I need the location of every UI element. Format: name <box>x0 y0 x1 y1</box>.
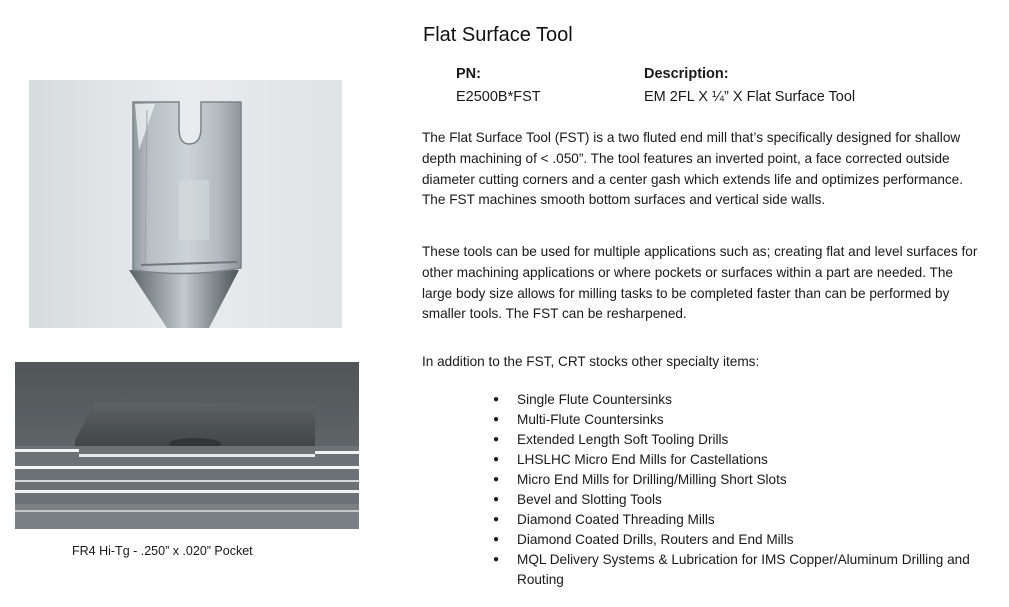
part-description: EM 2FL X ¼” X Flat Surface Tool <box>644 89 856 105</box>
list-item: ● Extended Length Soft Tooling Drills <box>490 430 990 450</box>
pocket-photo-caption: FR4 Hi-Tg - .250” x .020” Pocket <box>72 544 253 558</box>
list-item: ● Single Flute Countersinks <box>490 390 990 410</box>
part-number: E2500B*FST <box>456 89 541 105</box>
applications-paragraph: These tools can be used for multiple applications such as; creating flat and level surfaces for other machining applications or where pockets or surfaces within a part are needed. The large body size allows for milling tasks to be completed faster than can be performed by smaller tools. The FST can be resharpened. <box>422 244 978 322</box>
specialty-items-intro: In addition to the FST, CRT stocks other specialty items: <box>422 354 760 369</box>
intro-paragraph: The Flat Surface Tool (FST) is a two fluted end mill that’s specifically designed for shallow depth machining of < .050”. The tool features an inverted point, a face corrected outside diameter cutting corners and a center gash which extends life and optimizes performance. The FST machines smooth bottom surfaces and vertical side walls. <box>422 130 964 208</box>
list-item: ● Micro End Mills for Drilling/Milling Short Slots <box>490 470 990 490</box>
tool-photo <box>29 80 342 328</box>
description-header: Description: <box>644 66 729 82</box>
pn-header: PN: <box>456 66 481 82</box>
list-item: ● Diamond Coated Threading Mills <box>490 510 990 530</box>
list-item: ● MQL Delivery Systems & Lubrication for IMS Copper/Aluminum Drilling and Routing <box>490 550 990 590</box>
list-item: ● Multi-Flute Countersinks <box>490 410 990 430</box>
list-item: ● LHSLHC Micro End Mills for Castellations <box>490 450 990 470</box>
pocket-photo <box>15 362 359 529</box>
specialty-items-list <box>490 390 990 590</box>
list-item: ● Diamond Coated Drills, Routers and End Mills <box>490 530 990 550</box>
list-item: ● Bevel and Slotting Tools <box>490 490 990 510</box>
page-title: Flat Surface Tool <box>423 24 573 46</box>
